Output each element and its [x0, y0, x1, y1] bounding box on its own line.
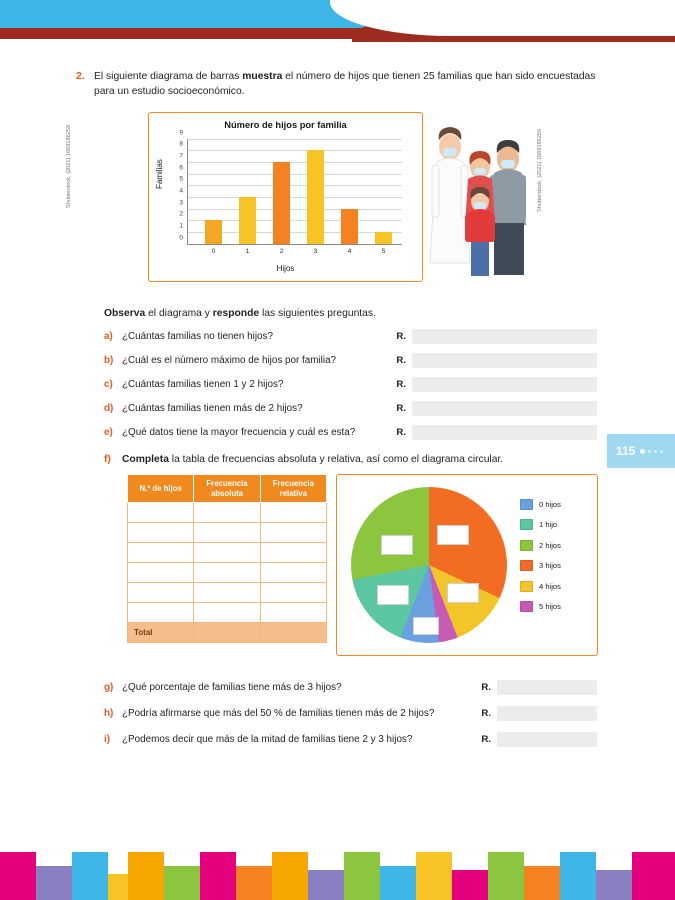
- bar-2: [273, 162, 290, 244]
- legend-swatch: [520, 560, 533, 571]
- bar-5: [375, 232, 392, 244]
- table-cell[interactable]: [128, 583, 194, 603]
- table-cell[interactable]: [260, 603, 326, 623]
- question-letter: d): [104, 402, 114, 414]
- table-row: [128, 563, 327, 583]
- bar-0: [205, 220, 222, 243]
- frequency-table: [127, 474, 327, 643]
- question-letter: i): [104, 733, 111, 745]
- exercise-number: 2.: [76, 70, 85, 82]
- table-cell[interactable]: [128, 563, 194, 583]
- item-f-text: [122, 454, 503, 465]
- answer-label: R.: [481, 707, 491, 719]
- item-f-instruction: [0, 454, 675, 465]
- chart-x-axis: [187, 244, 402, 245]
- question-text: ¿Qué datos tiene la mayor frecuencia y cuál es esta?: [122, 426, 356, 438]
- table-total-label: Total: [128, 623, 194, 643]
- observa-end: las siguientes preguntas.: [259, 307, 376, 319]
- pie-value-input[interactable]: [377, 585, 409, 605]
- bar-1: [239, 197, 256, 244]
- legend-item: [520, 581, 561, 592]
- pie-value-input[interactable]: [447, 583, 479, 603]
- answer-input[interactable]: [412, 329, 597, 344]
- question-item: [0, 401, 675, 416]
- question-letter: c): [104, 378, 113, 390]
- answer-label: R.: [396, 378, 406, 390]
- y-tick: 1: [179, 222, 183, 230]
- legend-swatch: [520, 601, 533, 612]
- chart-y-axis-label: Familias: [155, 159, 164, 189]
- legend-label: 3 hijos: [539, 561, 561, 571]
- answer-label: R.: [396, 402, 406, 414]
- bar-4: [341, 209, 358, 244]
- chart-y-axis: [187, 139, 188, 245]
- bar-3: [307, 150, 324, 244]
- answer-input[interactable]: [412, 377, 597, 392]
- table-header-row: [128, 474, 327, 502]
- answer-input[interactable]: [412, 353, 597, 368]
- legend-item: [520, 560, 561, 571]
- table-cell[interactable]: [194, 583, 260, 603]
- question-item: [0, 732, 675, 747]
- legend-label: 2 hijos: [539, 540, 561, 550]
- table-cell[interactable]: [194, 563, 260, 583]
- legend-swatch: [520, 581, 533, 592]
- legend-item: [520, 519, 561, 530]
- observa-bold-1: Observa: [104, 307, 146, 319]
- y-tick: 0: [179, 234, 183, 242]
- chart-title: Número de hijos por familia: [224, 119, 347, 130]
- page-bottom-decoration: [0, 840, 675, 900]
- y-tick: 5: [179, 175, 183, 183]
- pie-value-input[interactable]: [381, 535, 413, 555]
- legend-swatch: [520, 540, 533, 551]
- answer-input[interactable]: [497, 680, 597, 695]
- item-f-bold: Completa: [122, 453, 169, 465]
- exercise-statement-text: [94, 70, 597, 100]
- x-tick: 2: [279, 247, 284, 255]
- legend-item: [520, 499, 561, 510]
- x-tick: 1: [245, 247, 250, 255]
- bar-chart: [148, 112, 423, 282]
- pie-chart: [351, 487, 507, 643]
- observa-instruction: [0, 308, 675, 319]
- questions-list-top: [0, 329, 675, 440]
- table-header-cell: Frecuencia relativa: [260, 474, 326, 502]
- questions-list-bottom: [0, 680, 675, 747]
- table-cell[interactable]: [128, 603, 194, 623]
- answer-input[interactable]: [497, 706, 597, 721]
- item-f-letter: f): [104, 453, 111, 465]
- table-header-cell: Frecuencia absoluta: [194, 474, 260, 502]
- y-tick: 4: [179, 187, 183, 195]
- answer-input[interactable]: [412, 401, 597, 416]
- credit-left: Shutterstock, (2021) 1669186259: [66, 124, 72, 208]
- observa-bold-2: responde: [212, 307, 260, 319]
- table-row: [128, 543, 327, 563]
- table-cell[interactable]: [128, 543, 194, 563]
- question-item: [0, 377, 675, 392]
- question-letter: e): [104, 426, 113, 438]
- table-cell[interactable]: [260, 623, 326, 643]
- question-letter: h): [104, 707, 114, 719]
- question-text: ¿Podría afirmarse que más del 50 % de familias tienen más de 2 hijos?: [122, 707, 435, 719]
- legend-label: 4 hijos: [539, 581, 561, 591]
- question-letter: g): [104, 681, 114, 693]
- pie-legend: [520, 499, 561, 622]
- table-cell[interactable]: [260, 583, 326, 603]
- table-row: [128, 503, 327, 523]
- family-illustration: [428, 115, 532, 282]
- page-top-decoration: [0, 0, 675, 46]
- credit-right: Shutterstock, (2021) 1669186259: [537, 128, 543, 212]
- question-text: ¿Podemos decir que más de la mitad de familias tiene 2 y 3 hijos?: [122, 733, 413, 745]
- question-item: [0, 353, 675, 368]
- question-item: [0, 706, 675, 721]
- exercise-statement: [0, 70, 675, 100]
- legend-label: 5 hijos: [539, 602, 561, 612]
- legend-label: 1 hijo: [539, 520, 558, 530]
- y-tick: 7: [179, 152, 183, 160]
- x-tick: 4: [347, 247, 352, 255]
- frequency-section: [0, 474, 675, 664]
- item-f-rest: la tabla de frecuencias absoluta y relativa, así como el diagrama circular.: [168, 453, 504, 465]
- question-text: ¿Cuántas familias tienen más de 2 hijos?: [122, 402, 303, 414]
- table-cell[interactable]: [194, 603, 260, 623]
- legend-label: 0 hijos: [539, 499, 561, 509]
- pie-value-input[interactable]: [413, 617, 439, 635]
- table-cell[interactable]: [194, 503, 260, 523]
- answer-input[interactable]: [412, 425, 597, 440]
- legend-swatch: [520, 519, 533, 530]
- figure-area: [0, 112, 675, 294]
- pie-value-input[interactable]: [437, 525, 469, 545]
- table-total-row: [128, 623, 327, 643]
- table-cell[interactable]: [128, 503, 194, 523]
- answer-label: R.: [396, 354, 406, 366]
- question-item: [0, 329, 675, 344]
- legend-item: [520, 540, 561, 551]
- observa-mid: el diagrama y: [145, 307, 213, 319]
- page-content: [0, 70, 675, 758]
- answer-label: R.: [396, 330, 406, 342]
- legend-swatch: [520, 499, 533, 510]
- question-letter: b): [104, 354, 114, 366]
- question-item: [0, 680, 675, 695]
- table-cell[interactable]: [260, 503, 326, 523]
- page-number: 115: [616, 444, 636, 458]
- question-text: ¿Qué porcentaje de familias tiene más de 3 hijos?: [122, 681, 342, 693]
- table-cell[interactable]: [194, 623, 260, 643]
- table-cell[interactable]: [194, 523, 260, 543]
- statement-bold: muestra: [242, 71, 283, 82]
- y-tick: 8: [179, 140, 183, 148]
- y-tick: 3: [179, 199, 183, 207]
- table-cell[interactable]: [260, 523, 326, 543]
- answer-label: R.: [481, 681, 491, 693]
- statement-part-1: El siguiente diagrama de barras: [94, 71, 243, 82]
- y-tick: 2: [179, 210, 183, 218]
- table-row: [128, 603, 327, 623]
- table-row: [128, 583, 327, 603]
- x-tick: 3: [313, 247, 318, 255]
- chart-plot-area: [179, 129, 402, 255]
- legend-item: [520, 601, 561, 612]
- table-row: [128, 523, 327, 543]
- x-tick: 5: [381, 247, 386, 255]
- question-text: ¿Cuál es el número máximo de hijos por familia?: [122, 354, 337, 366]
- table-cell[interactable]: [260, 543, 326, 563]
- table-cell[interactable]: [260, 563, 326, 583]
- question-item: [0, 425, 675, 440]
- pie-chart-box: [336, 474, 598, 656]
- table-cell[interactable]: [194, 543, 260, 563]
- question-text: ¿Cuántas familias tienen 1 y 2 hijos?: [122, 378, 284, 390]
- family-illustration-svg: [428, 115, 532, 282]
- table-cell[interactable]: [128, 523, 194, 543]
- answer-input[interactable]: [497, 732, 597, 747]
- y-tick: 6: [179, 164, 183, 172]
- answer-label: R.: [396, 426, 406, 438]
- y-tick: 9: [179, 129, 183, 137]
- question-text: ¿Cuántas familias no tienen hijos?: [122, 330, 273, 342]
- statement-part-2: el número de hijos que tienen 25 familias que han sido encuestadas para un estudio socioeconómico.: [94, 71, 596, 97]
- x-tick: 0: [211, 247, 216, 255]
- answer-label: R.: [481, 733, 491, 745]
- chart-x-axis-label: Hijos: [276, 263, 295, 273]
- question-letter: a): [104, 330, 113, 342]
- table-header-cell: N.º de hijos: [128, 474, 194, 502]
